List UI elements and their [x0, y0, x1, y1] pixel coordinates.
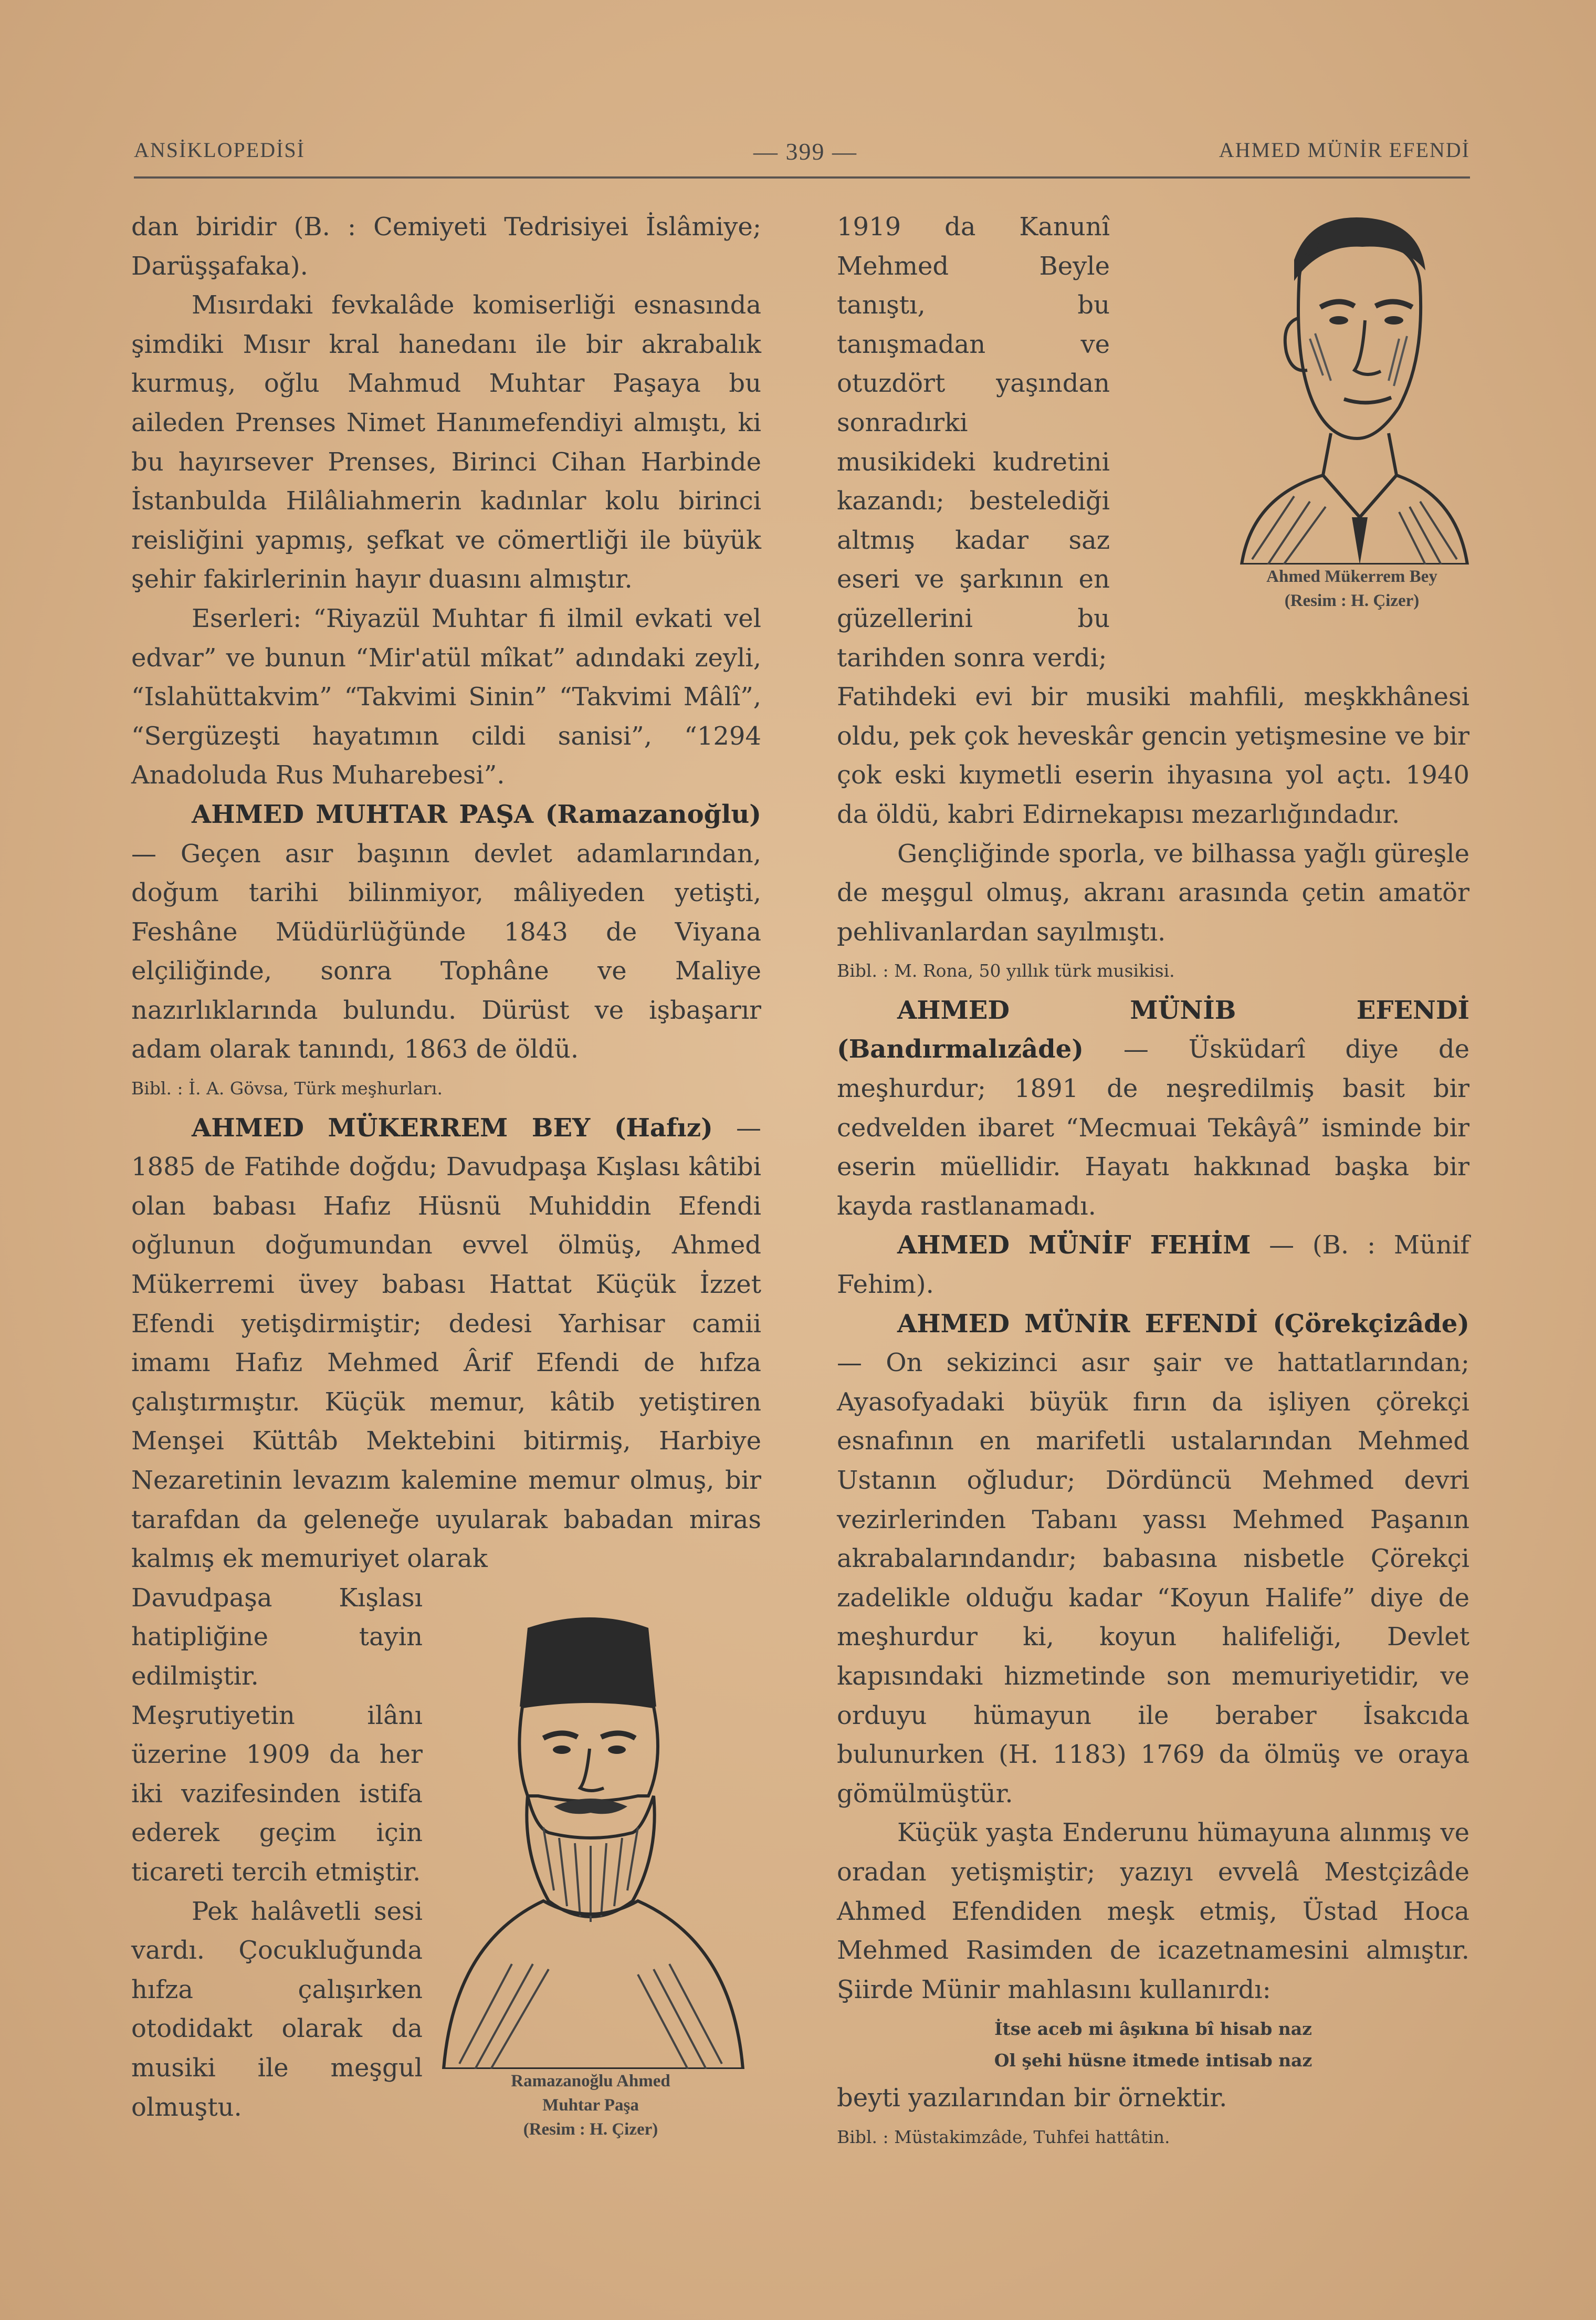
entry-title: AHMED MUHTAR PAŞA (Ramazanoğlu) [192, 799, 761, 829]
paragraph-narrow: Davudpaşa Kışlası hatipliğine tayin edilmiştir. Meşrutiyetin ilânı üzerine 1909 da her iki vazifesinden istifa ederek geçim için ticareti tercih etmiştir. [131, 1583, 423, 1887]
entry-ahmed-mukerrem-bey [131, 1109, 761, 1579]
running-header [134, 131, 1470, 168]
figure-ahmed-mukerrem [1228, 202, 1475, 613]
verse-line: Ol şehi hüsne itmede intisab naz [994, 2050, 1312, 2071]
couplet [837, 2013, 1469, 2076]
paragraph: Gençliğinde sporla, ve bilhassa yağlı güreşle de meşgul olmuş, akranı arasında çetin amatör pehlivanlardan sayılmıştı. [837, 839, 1469, 947]
bibliography: Bibl. : Müstakimzâde, Tuhfei hattâtin. [837, 2126, 1170, 2147]
entry-body: — On sekizinci asır şair ve hattatlarından; Ayasofyadaki büyük fırın da işliyen çörekçi esnafının en marifetli ustalarından Mehmed Ustanın oğludur; Dördüncü Mehmed devri vezirlerinden Tabanı yassı Mehmed Paşanın akrabalarındandır; babasına nisbetle Çörekçi zadelikle olduğu kadar “Koyun Halife” diye de meşhurdur ki, koyun halifeliği, Devlet kapısındaki hizmetinde son memuriyetidir, ve orduyu hümayun ile beraber İsakcıda bulunurken (H. 1183) 1769 da ölmüş ve oraya gömülmüştür. [837, 1348, 1469, 1809]
paragraph: beyti yazılarından bir örnektir. [837, 2083, 1227, 2113]
entry-body: — Üsküdarî diye de meşhurdur; 1891 de neşredilmiş basit bir cedvelden ibaret “Mecmuai Tekâyâ” isminde bir eserin müellidir. Hayatı hakkınad başka bir kayda rastlanamadı. [837, 1034, 1469, 1221]
bibliography: Bibl. : M. Rona, 50 yıllık türk musikisi. [837, 960, 1175, 981]
portrait-illustration [423, 1607, 759, 2069]
entry-title: AHMED MÜKERREM BEY (Hafız) [192, 1113, 713, 1143]
entry-ahmed-munif-fehim [837, 1226, 1469, 1304]
entry-body: — Geçen asır başının devlet adamlarından, doğum tarihi bilinmiyor, mâliyeden yetişti, Feshâne Müdürlüğünde 1843 de Viyana elçiliğinde, sonra Tophâne ve Maliye nazırlıklarında bulundu. Dürüst ve işbaşarır adam olarak tanındı, 1863 de öldü. [131, 839, 761, 1064]
paragraph-narrow: Pek halâvetli sesi vardı. Çocukluğunda hıfza çalışırken otodidakt olarak da musiki ile meşgul olmuştu. [131, 1896, 423, 2122]
header-rule [134, 176, 1470, 179]
page-number: — 399 — [753, 138, 857, 165]
paragraph: Fatihdeki evi bir musiki mahfili, meşkkhânesi oldu, pek çok heveskâr gencin yetişmesine ve bir çok eski kıymetli eserin ihyasına yol açtı. 1940 da öldü, kabri Edirnekapısı mezarlığındadır. [837, 682, 1469, 829]
bibliography: Bibl. : İ. A. Gövsa, Türk meşhurları. [131, 1078, 443, 1099]
paragraph: Mısırdaki fevkalâde komiserliği esnasında şimdiki Mısır kral hanedanı ile bir akrabalık kurmuş, oğlu Mahmud Muhtar Paşaya bu aileden Prenses Nimet Hanımefendiyi almıştı, ki bu hayırsever Prenses, Birinci Cihan Harbinde İstanbulda Hilâliahmerin kadınlar kolu birinci reisliğini yapmış, şefkat ve cömertliği ile büyük şehir fakirlerinin hayır duasını almıştır. [131, 290, 761, 594]
paragraph: Eserleri: “Riyazül Muhtar fi ilmil evkati vel edvar” ve bunun “Mir'atül mîkat” adındaki zeyli, “Islahüttakvim” “Takvimi Sinin” “Takvimi Mâlî”, “Sergüzeşti hayatımın cildi sanisi”, “1294 Anadoluda Rus Muharebesi”. [131, 603, 761, 790]
entry-title: AHMED MÜNİF FEHİM [897, 1230, 1251, 1260]
verse-line: İtse aceb mi âşıkına bî hisab naz [994, 2019, 1312, 2040]
paragraph-narrow: 1919 da Kanunî Mehmed Beyle tanıştı, bu tanışmadan ve otuzdört yaşından sonradırki musikideki kudretini kazandı; bestelediği altmış kadar saz eseri ve şarkının en güzellerini bu tarihden sonra verdi; [837, 212, 1110, 673]
figure-caption: Ramazanoğlu Ahmed [511, 2072, 670, 2091]
figure-credit: (Resim : H. Çizer) [1284, 591, 1420, 610]
figure-credit: (Resim : H. Çizer) [523, 2120, 658, 2139]
paragraph: Küçük yaşta Enderunu hümayuna alınmış ve oradan yetişmiştir; yazıyı evvelâ Mestçizâde Ahmed Efendiden meşk etmiş, Üstad Hoca Mehmed Rasimden de icazetnamesini almıştır. Şiirde Münir mahlasını kullanırdı: [837, 1818, 1469, 2004]
entry-body: — (B. : Münif Fehim). [837, 1230, 1469, 1300]
header-right: AHMED MÜNİR EFENDİ [1219, 138, 1470, 162]
portrait-illustration [1231, 202, 1473, 565]
entry-title: AHMED MÜNİB EFENDİ (Bandırmalızâde) [837, 995, 1469, 1064]
entry-ahmed-muhtar-pasa [131, 795, 761, 1069]
entry-body: — 1885 de Fatihde doğdu; Davudpaşa Kışlası kâtibi olan babası Hafız Hüsnü Muhiddin Efendi oğlunun doğumundan evvel ölmüş, Ahmed Mükerremi üvey babası Hattat Küçük İzzet Efendi yetişdirmiştir; dedesi Yarhisar camii imamı Hafız Mehmed Ârif Efendi de hıfza çalıştırmıştır. Küçük memur, kâtib yetiştiren Menşei Küttâb Mektebini bitirmiş, Harbiye Nezaretinin levazım kalemine memur olmuş, bir tarafdan da geleneğe uyularak babadan miras kalmış ek memuriyet olarak [131, 1113, 761, 1574]
figure-caption: Muhtar Paşa [542, 2096, 639, 2115]
paragraph: dan biridir (B. : Cemiyeti Tedrisiyei İslâmiye; Darüşşafaka). [131, 212, 761, 281]
entry-ahmed-munir-efendi [837, 1304, 1469, 1814]
figure-caption: Ahmed Mükerrem Bey [1266, 567, 1437, 586]
entry-title: AHMED MÜNİR EFENDİ (Çörekçizâde) [897, 1309, 1469, 1339]
figure-ahmed-muhtar-pasa [420, 1607, 761, 2141]
header-left: ANSİKLOPEDİSİ [134, 138, 305, 162]
entry-ahmed-munib-efendi [837, 991, 1469, 1226]
